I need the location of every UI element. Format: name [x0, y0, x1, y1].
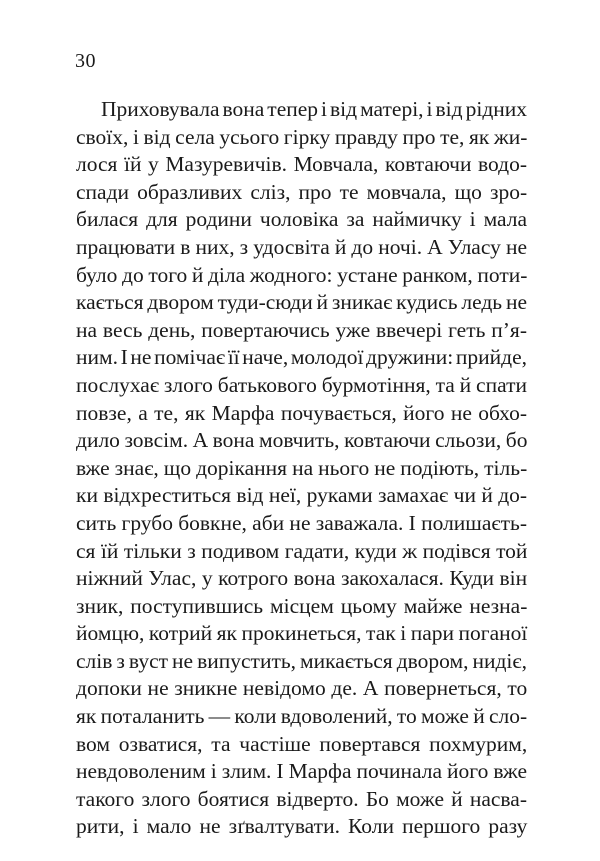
text-line: зник, поступившись місцем цьому майже незна- [76, 593, 528, 618]
text-line: ніжний Улас, у котрого вона закохалася. Куди він [76, 566, 528, 591]
text-line: допоки не зникне невідомо де. А повернеться, то [76, 676, 528, 701]
text-line: лося їй у Мазуревичів. Мовчала, ковтаючи водо- [76, 152, 527, 177]
text-line: працювати в них, з удосвіта й до ночі. А Уласу не [76, 234, 527, 259]
text-line: йомцю, котрий як прокинеться, так і пари поганої [76, 621, 528, 646]
body-text [76, 96, 527, 841]
text-line: слів з вуст не випустить, микається двором, нидіє, [76, 648, 527, 673]
text-line: було до того й діла жодного: устане ранком, поти- [76, 262, 528, 287]
text-line: послухає злого батькового бурмотіння, та й спати [76, 372, 527, 397]
text-line: билася для родини чоловіка за наймичку і мала [76, 207, 528, 232]
text-line: ся їй тільки з подивом гадати, куди ж подівся той [76, 538, 528, 563]
text-line: ним. І не помічає її наче, молодої дружини: прийде, [76, 345, 528, 370]
text-line: рити, і мало не зґвалтувати. Коли першого разу [76, 814, 528, 839]
text-line: спади образливих сліз, про те мовчала, що зро- [76, 179, 528, 204]
text-line: повзе, а те, як Марфа почувається, його не обхо- [76, 400, 527, 425]
text-line: як поталанить — коли вдоволений, то може й сло- [76, 704, 528, 729]
text-line: вом озватися, та частіше повертався похмурим, [76, 731, 528, 756]
text-line: вже знає, що дорікання на нього не подіють, тіль- [76, 455, 528, 480]
page-number: 30 [75, 50, 96, 72]
text-line: кається двором туди-сюди й зникає кудись ледь не [76, 290, 527, 315]
text-line: ки відхреститься від неї, руками замахає чи й до- [76, 483, 528, 508]
text-line: дило зовсім. А вона мовчить, ковтаючи сльози, бо [76, 428, 528, 453]
text-line: невдоволеним і злим. І Марфа починала його вже [76, 759, 527, 784]
text-line: такого злого боятися відверто. Бо може й насва- [76, 786, 527, 811]
text-line: своїх, і від села усього гірку правду про те, як жи- [76, 124, 528, 149]
text-line: Приховувала вона тепер і від матері, і від рідних [101, 97, 528, 121]
text-line: на весь день, повертаючись уже ввечері геть п’я- [76, 317, 527, 342]
text-line: сить грубо бовкне, аби не заважала. І полишаєть- [76, 510, 527, 535]
